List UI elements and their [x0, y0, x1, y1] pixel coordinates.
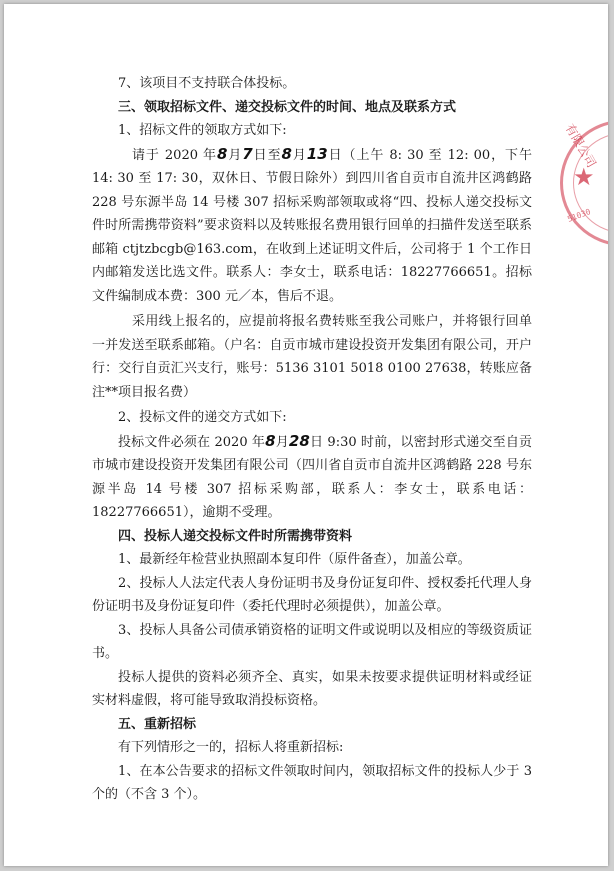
text-fragment: 投标文件必须在 2020 年	[118, 434, 266, 450]
seal-number: 51030	[566, 207, 592, 224]
text-fragment: 请于 2020 年	[132, 147, 217, 163]
subsection-2-paragraph	[92, 430, 532, 525]
subsection-1-title: 1、招标文件的领取方式如下:	[118, 123, 287, 138]
text-fragment: 日至	[252, 147, 282, 163]
seal-text: 有限公司	[562, 121, 599, 171]
section-5-item-1: 1、在本公告要求的招标文件领取时间内，领取招标文件的投标人少于 3 个的（不含 3 个）。	[92, 763, 532, 802]
section-5-intro: 有下列情形之一的，招标人将重新招标:	[118, 740, 344, 755]
item-7: 7、该项目不支持联合体投标。	[118, 76, 296, 91]
section-5-heading: 五、重新招标	[118, 716, 197, 732]
subsection-1-paragraph-1	[92, 143, 532, 309]
text-fragment: 月	[275, 434, 289, 450]
subsection-2-title: 2、投标文件的递交方式如下:	[118, 410, 287, 425]
seal-star-icon: ★	[573, 163, 595, 191]
handwritten-month-end: 8	[281, 144, 292, 163]
section-4-item-2: 2、投标人人法定代表人身份证明书及身份证复印件、授权委托代理人身份证明书及身份证复印件（委托代理时必须提供），加盖公章。	[92, 575, 532, 614]
handwritten-day-end: 13	[306, 144, 328, 163]
text-fragment: 月	[291, 147, 307, 163]
section-4-item-1: 1、最新经年检营业执照副本复印件（原件备查），加盖公章。	[118, 552, 471, 567]
document-page	[4, 4, 608, 866]
section-4-item-3: 3、投标人具备公司债承销资格的证明文件或说明以及相应的等级资质证书。	[92, 622, 532, 661]
section-4-heading: 四、投标人递交投标文件时所需携带资料	[118, 528, 353, 544]
subsection-1-paragraph-2: 采用线上报名的，应提前将报名费转账至我公司账户，并将银行回单一并发送至联系邮箱。（户名：自贡市城市建设投资开发集团有限公司，开户行：交行自贡汇兴支行，账号：5136 3101 5018 0100 27638，转账应备注**项目报名费）	[92, 314, 532, 400]
document-body	[92, 72, 532, 807]
section-4-note: 投标人提供的资料必须齐全、真实，如果未按要求提供证明材料或经证实材料虚假，将可能导致取消投标资格。	[92, 669, 532, 708]
handwritten-month: 8	[265, 431, 276, 450]
company-seal-stamp	[560, 120, 608, 246]
text-fragment: 月	[227, 147, 243, 163]
handwritten-day: 28	[288, 431, 310, 450]
text-fragment: 日（上午 8: 30 至 12: 00，下午 14: 30 至 17: 30，双休日、节假日除外）到四川省自贡市自流井区鸿鹤路 228 号东源半岛 14 号楼 307 招标采购部领取或将“四、投标人递交投标文件时所需携带资料”要求资料以及转账报名费用银行回单的扫描件发送至联系邮箱 ctjtzbcgb@163.com，在收到上述证明文件后，公司将于 1 个工作日内邮箱发送比选文件。联系人：李女士，联系电话：18227766651。招标文件编制成本费：300 元／本，售后不退。	[92, 147, 532, 304]
section-3-heading: 三、领取招标文件、递交投标文件的时间、地点及联系方式	[118, 99, 457, 115]
handwritten-day-start: 7	[242, 144, 253, 163]
text-fragment: 日 9:30 时前，以密封形式递交至自贡市城市建设投资开发集团有限公司（四川省自贡市自流井区鸿鹤路 228 号东源半岛 14 号楼 307 招标采购部，联系人：李女士，联系电话：18227766651），逾期不受理。	[92, 434, 532, 520]
handwritten-month: 8	[216, 144, 228, 163]
